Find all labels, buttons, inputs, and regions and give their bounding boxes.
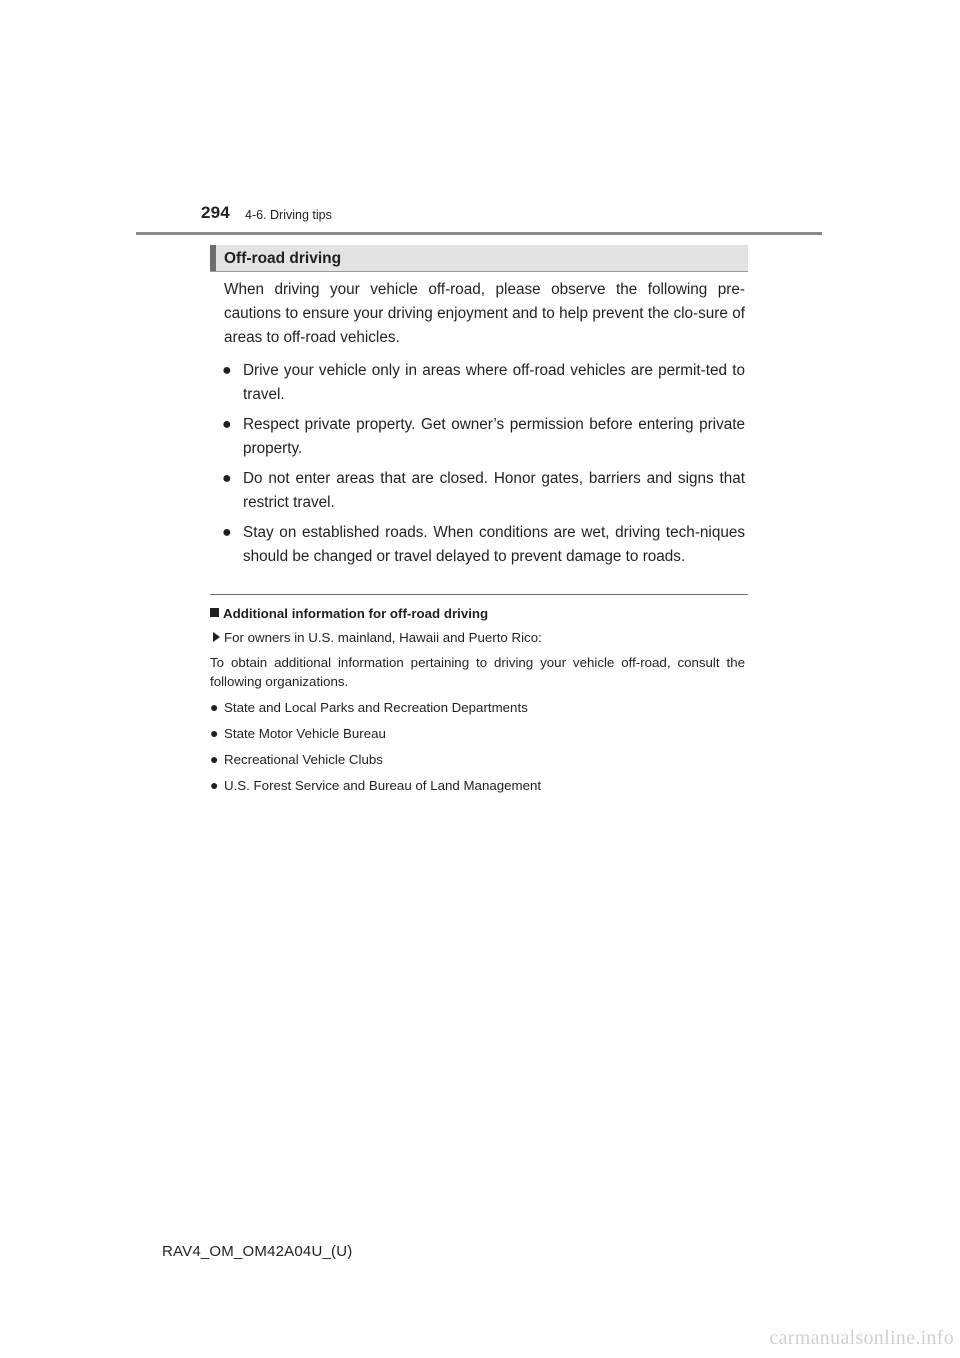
section-title: Off-road driving — [224, 250, 342, 267]
list-item: ● State Motor Vehicle Bureau — [210, 725, 386, 741]
list-item: ● U.S. Forest Service and Bureau of Land Management — [210, 777, 542, 793]
square-icon — [210, 608, 219, 617]
bullet-icon: ● — [222, 416, 232, 433]
header-rule — [136, 232, 822, 235]
bullet-icon: ● — [210, 777, 219, 793]
list-item: ● State and Local Parks and Recreation Departments — [210, 699, 528, 715]
watermark: carmanualsonline.info — [769, 1327, 954, 1349]
list-item: ● Drive your vehicle only in areas where off-road vehicles are permit-ted to travel. — [224, 359, 745, 407]
list-item: ● Do not enter areas that are closed. Honor gates, barriers and signs that restrict travel. — [224, 467, 745, 515]
main-content — [224, 278, 745, 575]
bullet-icon: ● — [210, 699, 219, 715]
page-number: 294 — [201, 203, 230, 222]
info-section — [210, 604, 745, 802]
footer-code: RAV4_OM_OM42A04U_(U) — [162, 1243, 353, 1260]
bullet-icon: ● — [222, 524, 232, 541]
info-subheading: For owners in U.S. mainland, Hawaii and Puerto Rico: — [210, 628, 745, 647]
info-text: To obtain additional information pertaining to driving your vehicle off-road, consult the following organizations. — [210, 655, 745, 689]
section-reference: 4-6. Driving tips — [245, 208, 332, 222]
organization-list — [210, 698, 745, 795]
list-item: ● Recreational Vehicle Clubs — [210, 751, 383, 767]
list-item: ● Respect private property. Get owner’s permission before entering private property. — [224, 413, 745, 461]
precaution-list — [224, 359, 745, 569]
section-divider — [210, 594, 748, 595]
intro-paragraph: When driving your vehicle off-road, please observe the following pre-cautions to ensure your driving enjoyment and to help prevent the clo-sure of areas to off-road vehicles. — [224, 281, 745, 346]
triangle-icon — [213, 632, 220, 642]
info-heading: Additional information for off-road driving — [210, 604, 745, 623]
bullet-icon: ● — [222, 362, 232, 379]
bullet-icon: ● — [210, 725, 219, 741]
bullet-icon: ● — [210, 751, 219, 767]
title-accent — [210, 245, 216, 271]
bullet-icon: ● — [222, 470, 232, 487]
list-item: ● Stay on established roads. When conditions are wet, driving tech-niques should be changed or travel delayed to prevent damage to roads. — [224, 521, 745, 569]
section-title-bar — [210, 245, 748, 272]
